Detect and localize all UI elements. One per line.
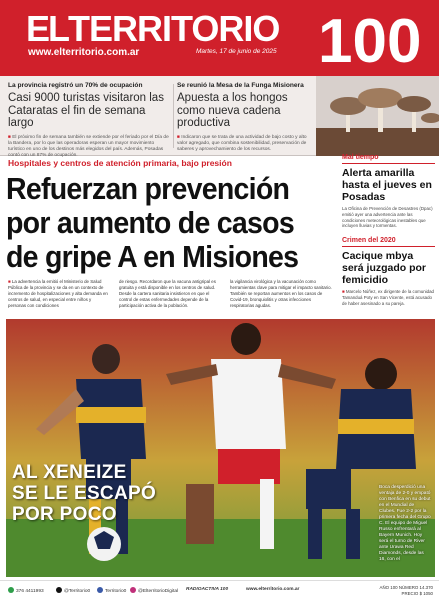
issue-price: PRECIO $ 1050 — [401, 590, 433, 596]
teaser-body — [8, 135, 170, 159]
teaser-kicker: La provincia registró un 70% de ocupación — [8, 82, 143, 89]
masthead — [0, 0, 439, 76]
issue-date: Martes, 17 de junio de 2025 — [196, 48, 277, 55]
logo-prefix: EL — [26, 8, 69, 49]
footer-instagram[interactable] — [130, 587, 178, 594]
bullet-square-icon: ■ — [177, 134, 182, 140]
teaser-body — [177, 135, 315, 153]
logo-main: TERRITORIO — [68, 8, 280, 49]
lede-column-text: La advertencia la emitió el Ministerio de Salud Pública de la provincia y se da en un contexto de incremento de hospitalizaciones y alta demanda en centros de salud, en especial entre niños y personas con condiciones — [8, 279, 108, 308]
lede-column — [8, 279, 110, 309]
sidebar-body — [342, 289, 435, 306]
footer-twitter[interactable] — [56, 587, 90, 594]
footer-radio[interactable]: RADIOACTIVA 100 — [186, 587, 229, 592]
footer-facebook-text: Territorio0 — [105, 589, 127, 594]
teaser-kicker: Se reunió la Mesa de la Funga Misionera — [177, 82, 304, 89]
bullet-square-icon: ■ — [8, 279, 12, 284]
teaser-body-text: El próximo fin de semana también se extiende por el feriado por el Día de la Bandera, por lo que las operadoras esperan un mayor movimiento turístico en uno de los destinos más elegidos del país. Además, Posadas contó con un 87% de ocupación. — [8, 134, 169, 158]
footer-website[interactable]: www.elterritorio.com.ar — [246, 587, 300, 592]
sidebar-kicker: Crimen del 2020 — [342, 237, 435, 247]
footer-instagram-text: @ElterritorioDigital — [138, 589, 179, 594]
facebook-icon — [97, 587, 103, 593]
footer-whatsapp-text: 376 4411993 — [16, 589, 44, 594]
main-story-kicker: Hospitales y centros de atención primaria, bajo presión — [8, 158, 232, 168]
sidebar-body-text: Marcelo Núñez, ex dirigente de la comunidad Tamanduá Poty en San Vicente, está acusado de haber asesinado a su pareja. — [342, 289, 434, 306]
lede-column: de riesgo. Recordaron que la vacuna antigripal es gratuita y está disponible en los centros de salud. Desde la cartera sanitaria insistieron en que el control de estas enfermedades depende de la participación activa de la población. — [119, 279, 216, 308]
issue-number: AÑO 100 NÚMERO 14.370 — [379, 585, 433, 590]
sidebar-body: La Oficina de Prevención de Desastres (Dpac) emitió ayer una advertencia ante las condiciones meteorológicas inestables que incluyen lluvias y tormentas. — [342, 206, 433, 229]
main-headline[interactable]: Refuerzan prevención por aumento de casos de gripe A en Misiones — [6, 171, 299, 274]
lede-column: la vigilancia virológica y la vacunación como herramientas clave para mitigar el impacto sanitario. También se reportan aumentos en los casos de Covid-19, bronquiolitis y otras infecciones respiratorias agudas. — [230, 279, 332, 308]
teaser-divider — [173, 84, 174, 148]
teaser-title: Casi 9000 turistas visitaron las Cataratas el fin de semana largo — [8, 92, 164, 129]
anniversary-100-logo — [318, 4, 430, 74]
issue-info — [380, 585, 433, 596]
photo-caption-headline — [12, 462, 156, 525]
photo-caption-line: POR POCO — [12, 504, 117, 525]
footer-whatsapp[interactable] — [8, 587, 44, 594]
teaser-band — [0, 76, 439, 156]
sidebar-kicker: Mal tiempo — [342, 154, 435, 164]
teaser-tourism[interactable] — [8, 82, 170, 159]
whatsapp-icon — [8, 587, 14, 593]
teaser-title: Apuesta a los hongos como nueva cadena productiva — [177, 92, 288, 129]
bullet-square-icon: ■ — [8, 134, 13, 140]
instagram-icon — [130, 587, 136, 593]
sidebar-story-weather[interactable] — [342, 154, 435, 229]
masthead-website[interactable]: www.elterritorio.com.ar — [28, 47, 140, 58]
mushroom-photo — [316, 76, 439, 156]
bullet-square-icon: ■ — [342, 289, 346, 294]
footer — [0, 580, 439, 600]
photo-caption-text: Boca desperdició una ventaja de 2-0 y empató con Benfica en su debut en el Mundial de Clubes. Fue 2-2 por la primera fecha del Grupo C. El equipo de Miguel Russo enfrentará al Bayern Munich. Hoy será el turno de River ante Urawa Red Diamonds, desde las 16, con el — [379, 485, 431, 562]
teaser-body-text: Indicaron que se trata de una actividad de bajo costo y alto valor agregado, que combina sostenibilidad, preservación de saberes y aprovechamiento de los recursos. — [177, 134, 307, 152]
footer-twitter-text: @Territorio0 — [64, 589, 91, 594]
x-twitter-icon — [56, 587, 62, 593]
anniversary-digit-one: 100 — [318, 7, 422, 74]
football-match-photo[interactable] — [6, 319, 435, 577]
teaser-mushrooms[interactable] — [177, 82, 315, 153]
newspaper-logo[interactable] — [26, 9, 279, 49]
photo-caption-line: AL XENEIZE — [12, 462, 127, 483]
sidebar-title: Cacique mbya será juzgado por femicidio — [342, 250, 427, 286]
sidebar-story-crime[interactable] — [342, 237, 435, 306]
sidebar-title: Alerta amarilla hasta el jueves en Posadas — [342, 167, 432, 203]
footer-facebook[interactable] — [97, 587, 126, 594]
photo-caption-line: SE LE ESCAPÓ — [12, 483, 157, 504]
